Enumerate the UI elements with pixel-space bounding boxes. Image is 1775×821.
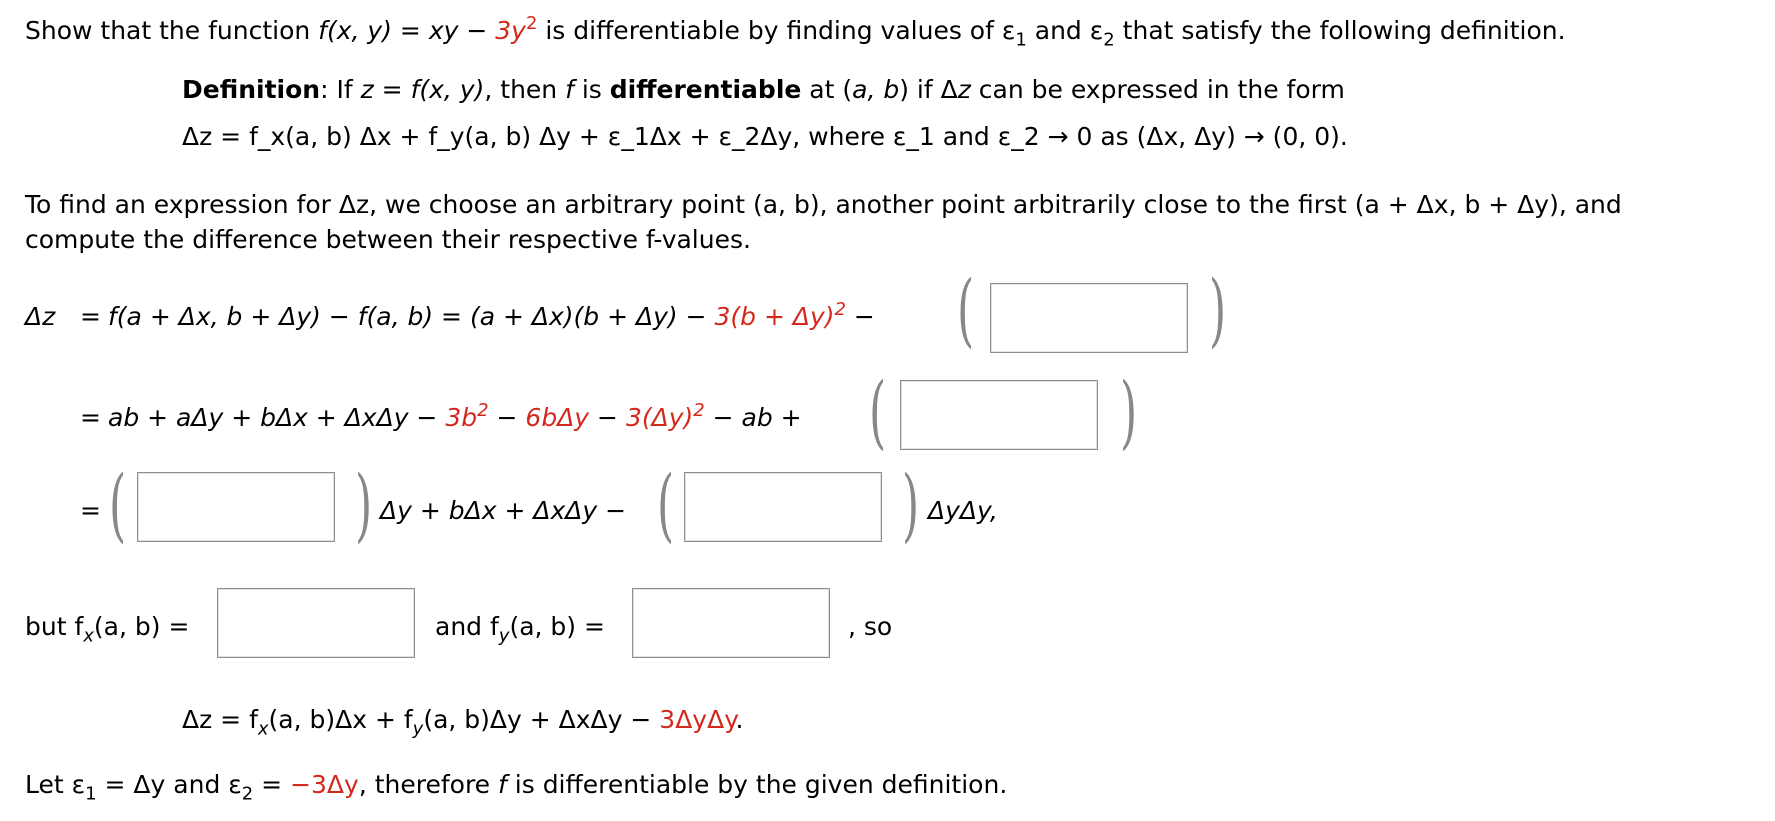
intro-part: and ε <box>1026 16 1104 45</box>
intro-eq: = <box>391 16 429 45</box>
conclusion-text: = <box>253 770 291 799</box>
eq1-lhs: Δz <box>25 302 56 331</box>
intro-text <box>25 13 1566 51</box>
conclusion-text: = Δy and ε <box>96 770 242 799</box>
eq3-eq: = <box>80 496 101 525</box>
right-paren-icon: ) <box>902 458 920 551</box>
partials-fy-label <box>435 612 605 647</box>
conclusion-sub: 2 <box>241 783 254 805</box>
conclusion-sub: 1 <box>85 783 97 805</box>
def-text: = <box>373 75 411 104</box>
conclusion-text: , therefore <box>358 770 499 799</box>
eq1-answer-input[interactable] <box>990 283 1188 353</box>
def-text: ) if Δ <box>899 75 958 104</box>
eq2-answer-input[interactable] <box>900 380 1098 450</box>
definition-label: Definition <box>182 75 321 104</box>
intro-sub: 1 <box>1015 29 1027 51</box>
eq3-mid <box>380 496 626 525</box>
eq1-text: − <box>845 302 875 331</box>
eq4-text: Δz = f <box>182 705 258 734</box>
para-line-1 <box>25 190 1622 219</box>
conclusion-var: f <box>498 770 507 799</box>
left-paren-icon: ( <box>869 365 887 458</box>
eq3-text: ΔyΔy, <box>928 496 998 525</box>
eq1-eq: = <box>80 302 101 331</box>
partials-text: , so <box>848 612 893 641</box>
right-paren-icon: ) <box>1209 263 1227 356</box>
eq3-end <box>928 496 998 525</box>
partials-text: (a, b) = <box>93 612 190 641</box>
def-var: f(x, y) <box>410 75 485 104</box>
right-paren-icon: ) <box>1120 365 1138 458</box>
def-text: can be expressed in the form <box>970 75 1345 104</box>
eq2-red: 3b <box>445 403 478 432</box>
def-var: a, b <box>852 75 900 104</box>
eq4-sub: x <box>257 718 269 740</box>
left-paren-icon: ( <box>657 458 675 551</box>
partials-sub: x <box>83 625 94 647</box>
eq2-sup: 2 <box>693 400 705 422</box>
eq3-equals <box>80 496 101 525</box>
partials-so <box>848 612 892 641</box>
eq1-text: f(a + Δx, b + Δy) − f(a, b) = (a + Δx)(b + Δy) − <box>108 302 715 331</box>
def-text: : If <box>320 75 361 104</box>
fx-answer-input[interactable] <box>217 588 415 658</box>
eq2-text: − ab + <box>704 403 802 432</box>
definition-line-1 <box>182 75 1345 104</box>
eq2-text: − <box>488 403 526 432</box>
partials-text: (a, b) = <box>509 612 605 641</box>
conclusion-text: Let ε <box>25 770 86 799</box>
def-bold: differentiable <box>609 75 802 104</box>
eq3-text: Δy + bΔx + ΔxΔy − <box>380 496 627 525</box>
para-line-2 <box>25 225 751 254</box>
eq2-equals <box>80 403 101 432</box>
eq2-text: ab + aΔy + bΔx + ΔxΔy − <box>108 403 446 432</box>
eq4-text: (a, b)Δx + f <box>268 705 413 734</box>
eq2-sup: 2 <box>477 400 489 422</box>
right-paren-icon: ) <box>355 458 373 551</box>
eq2-red: 6bΔy <box>525 403 590 432</box>
eq2-rhs <box>108 400 802 432</box>
eq4-line <box>182 705 744 740</box>
function-name: f(x, y) <box>318 16 392 45</box>
intro-xy: xy <box>428 16 459 45</box>
def-text: is <box>573 75 610 104</box>
para-text: compute the difference between their respective f-values. <box>25 225 751 254</box>
def-text: , then <box>484 75 566 104</box>
intro-sup: 2 <box>525 13 538 35</box>
conclusion-line <box>25 770 1008 805</box>
partials-text: and f <box>435 612 499 641</box>
definition-line-2 <box>182 122 1348 151</box>
partials-fx-label <box>25 612 190 647</box>
eq1-red: 3(b + Δy) <box>714 302 835 331</box>
partials-text: but f <box>25 612 84 641</box>
eq3-answer2-input[interactable] <box>684 472 882 542</box>
eq4-text: . <box>735 705 744 734</box>
para-text: To find an expression for Δz, we choose an arbitrary point (a, b), another point arbitrarily close to the first (a + Δx, b + Δy), and <box>25 190 1622 219</box>
def-text: at ( <box>801 75 853 104</box>
intro-sub: 2 <box>1103 29 1115 51</box>
eq1-rhs <box>108 299 875 331</box>
eq4-sub: y <box>412 718 424 740</box>
eq3-answer1-input[interactable] <box>137 472 335 542</box>
eq1-equals <box>80 302 101 331</box>
def-var: z <box>360 75 374 104</box>
def-formula: Δz = f_x(a, b) Δx + f_y(a, b) Δy + ε_1Δx + ε_2Δy, where ε_1 and ε_2 → 0 as (Δx, Δy) → (0, 0). <box>182 122 1348 151</box>
conclusion-red: −3Δy <box>290 770 359 799</box>
intro-minus: − <box>458 16 496 45</box>
eq4-red: 3ΔyΔy <box>659 705 736 734</box>
def-var: z <box>957 75 971 104</box>
eq1-sup: 2 <box>834 299 846 321</box>
partials-sub: y <box>498 625 510 647</box>
left-paren-icon: ( <box>957 263 975 356</box>
intro-red-term: 3y <box>495 16 526 45</box>
intro-part: Show that the function <box>25 16 319 45</box>
eq1-line <box>25 302 55 331</box>
eq4-text: (a, b)Δy + ΔxΔy − <box>423 705 660 734</box>
intro-part: is differentiable by finding values of ε <box>537 16 1016 45</box>
eq2-eq: = <box>80 403 101 432</box>
eq2-text: − <box>589 403 626 432</box>
left-paren-icon: ( <box>109 458 127 551</box>
conclusion-text: is differentiable by the given definition. <box>506 770 1008 799</box>
def-var: f <box>565 75 574 104</box>
fy-answer-input[interactable] <box>632 588 830 658</box>
intro-part: that satisfy the following definition. <box>1114 16 1566 45</box>
eq2-red: 3(Δy) <box>625 403 694 432</box>
